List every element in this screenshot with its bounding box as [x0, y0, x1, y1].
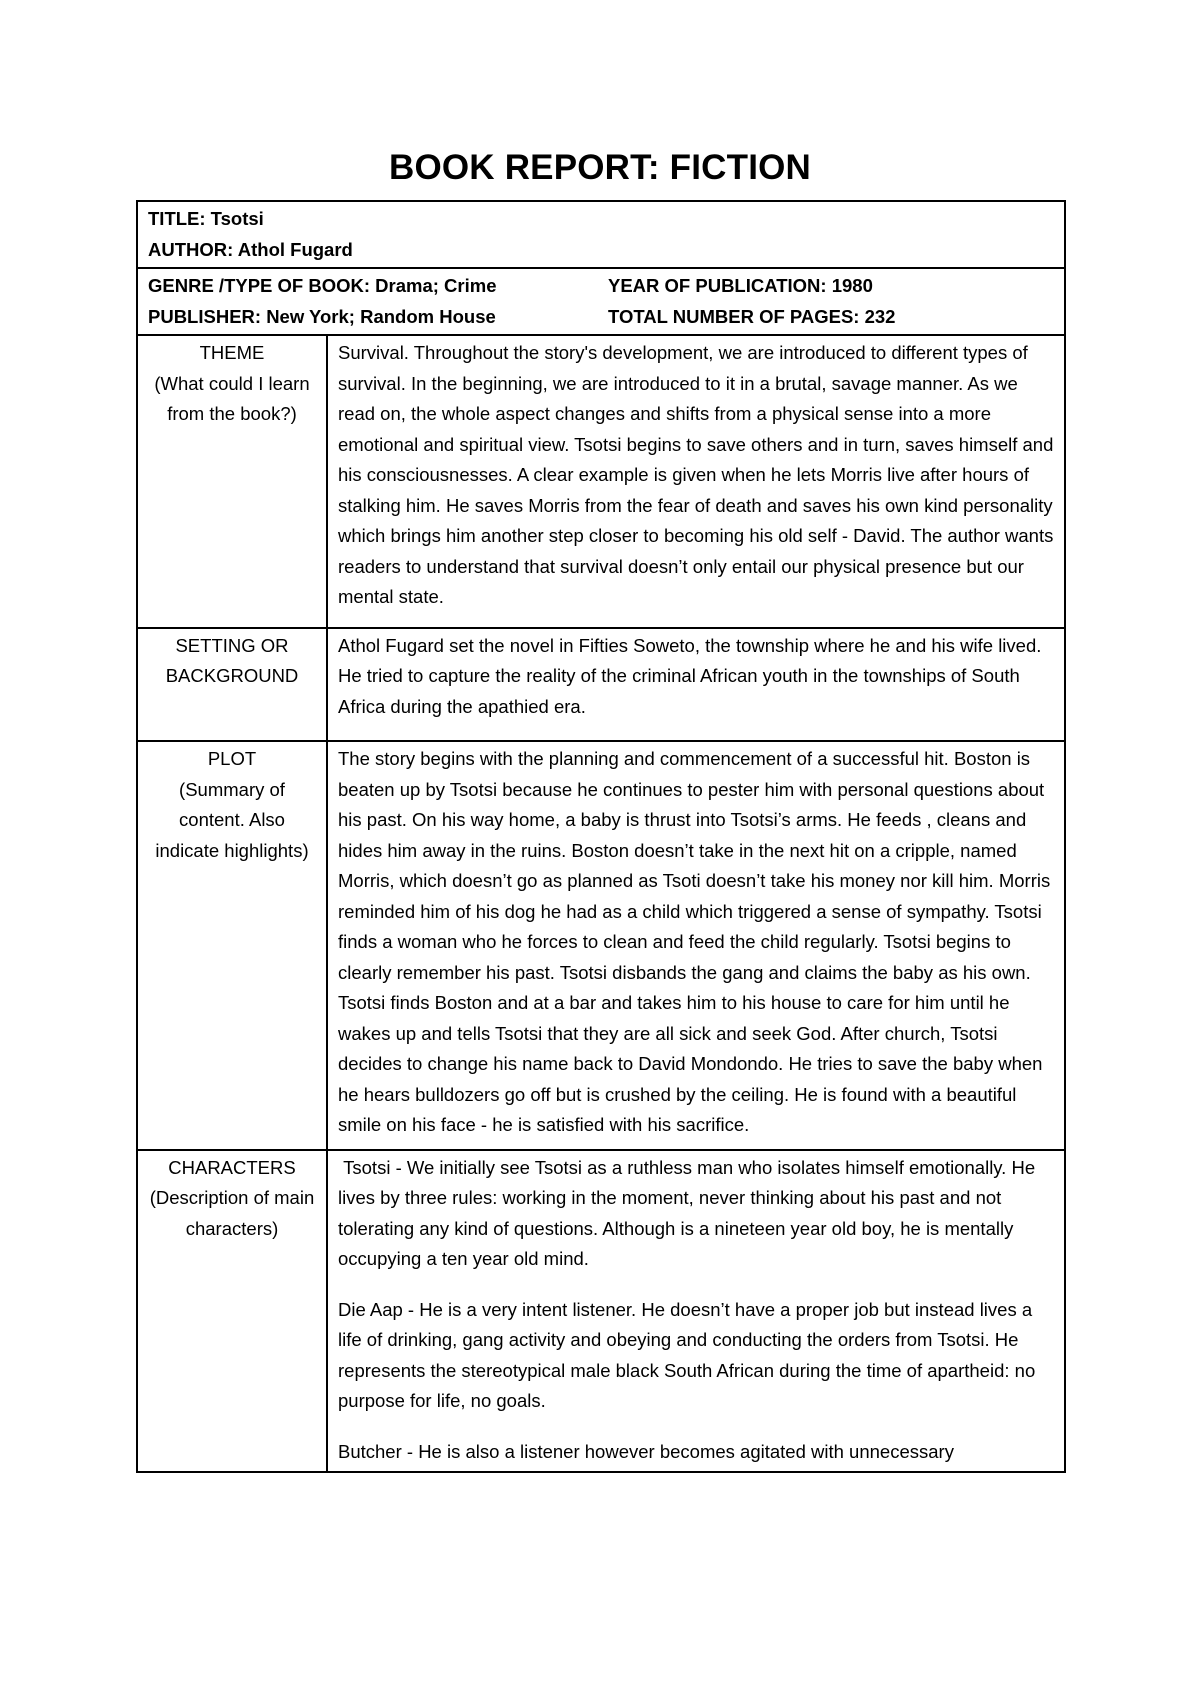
publisher-pages-line [148, 302, 1054, 333]
title-author-row [137, 201, 1065, 268]
plot-description: (Summary of content. Also indicate highlights) [155, 778, 309, 861]
plot-row [137, 741, 1065, 1150]
publication-row [137, 268, 1065, 335]
book-title: TITLE: Tsotsi [148, 208, 264, 229]
theme-description: (What could I learn from the book?) [154, 372, 310, 424]
book-year: YEAR OF PUBLICATION: 1980 [608, 275, 873, 296]
genre-year-line [148, 271, 1054, 302]
characters-content-cell [327, 1150, 1065, 1473]
setting-row [137, 628, 1065, 742]
theme-content-cell [327, 335, 1065, 628]
title-author-cell [137, 201, 1065, 268]
characters-label: CHARACTERS [168, 1156, 296, 1178]
book-genre: GENRE /TYPE OF BOOK: Drama; Crime [148, 275, 497, 296]
character-tsotsi: Tsotsi - We initially see Tsotsi as a ruthless man who isolates himself emotionally. He lives by three rules: working in the moment, never thinking about his past and not tolerating any kind of questions. Although is a nineteen year old boy, he is mentally occupying a ten year old mind. [338, 1156, 1041, 1269]
plot-content: The story begins with the planning and commencement of a successful hit. Boston is beaten up by Tsotsi because he continues to pester him with personal questions about his past. On his way home, a baby is thrust into Tsotsi’s arms. He feeds , cleans and hides him away in the ruins. Boston doesn’t take in the next hit on a cripple, named Morris, which doesn’t go as planned as Tsoti doesn’t take his money nor kill him. Morris reminded him of his dog he had as a child which triggered a sense of sympathy. Tsotsi finds a woman who he forces to clean and feed the child regularly. Tsotsi begins to clearly remember his past. Tsotsi disbands the gang and claims the baby as his own. Tsotsi finds Boston and at a bar and takes him to his house to care for him until he wakes up and tells Tsotsi that they are all sick and seek God. After church, Tsotsi decides to change his name back to David Mondondo. He tries to save the baby when he hears bulldozers go off but is crushed by the ceiling. He is found with a beautiful smile on his face - he is satisfied with his sacrifice. [338, 748, 1051, 1135]
characters-row [137, 1150, 1065, 1473]
theme-content: Survival. Throughout the story's development, we are introduced to different types of survival. In the beginning, we are introduced to it in a brutal, savage manner. As we read on, the whole aspect changes and shifts from a physical sense into a more emotional and spiritual view. Tsotsi begins to save others and in turn, saves himself and his consciousnesses. A clear example is given when he lets Morris live after hours of stalking him. He saves Morris from the fear of death and saves his own kind personality which brings him another step closer to becoming his old self - David. The author wants readers to understand that survival doesn’t only entail our physical presence but our mental state. [338, 342, 1054, 607]
characters-label-cell [137, 1150, 327, 1473]
plot-content-cell [327, 741, 1065, 1150]
book-pages: TOTAL NUMBER OF PAGES: 232 [608, 305, 896, 327]
theme-label: THEME [199, 342, 265, 363]
character-butcher: Butcher - He is also a listener however becomes agitated with unnecessary [338, 1440, 954, 1462]
characters-description: (Description of main characters) [149, 1187, 315, 1239]
theme-label-cell [137, 335, 327, 628]
setting-content-cell [327, 628, 1065, 742]
setting-label: SETTING OR BACKGROUND [165, 634, 299, 686]
book-publisher: PUBLISHER: New York; Random House [148, 305, 496, 327]
plot-label: PLOT [207, 748, 257, 769]
theme-row [137, 335, 1065, 628]
book-author: AUTHOR: Athol Fugard [148, 238, 353, 260]
character-die-aap: Die Aap - He is a very intent listener. He doesn’t have a proper job but instead lives a life of drinking, gang activity and obeying and conducting the orders from Tsotsi. He represents the stereotypical male black South African during the time of apartheid: no purpose for life, no goals. [338, 1298, 1036, 1411]
publication-cell [137, 268, 1065, 335]
page-title: BOOK REPORT: FICTION [388, 148, 812, 187]
setting-content: Athol Fugard set the novel in Fifties Soweto, the township where he and his wife lived. He tried to capture the reality of the criminal African youth in the townships of South Africa during the apathied era. [338, 634, 1042, 717]
setting-label-cell [137, 628, 327, 742]
plot-label-cell [137, 741, 327, 1150]
report-table [136, 200, 1066, 1473]
